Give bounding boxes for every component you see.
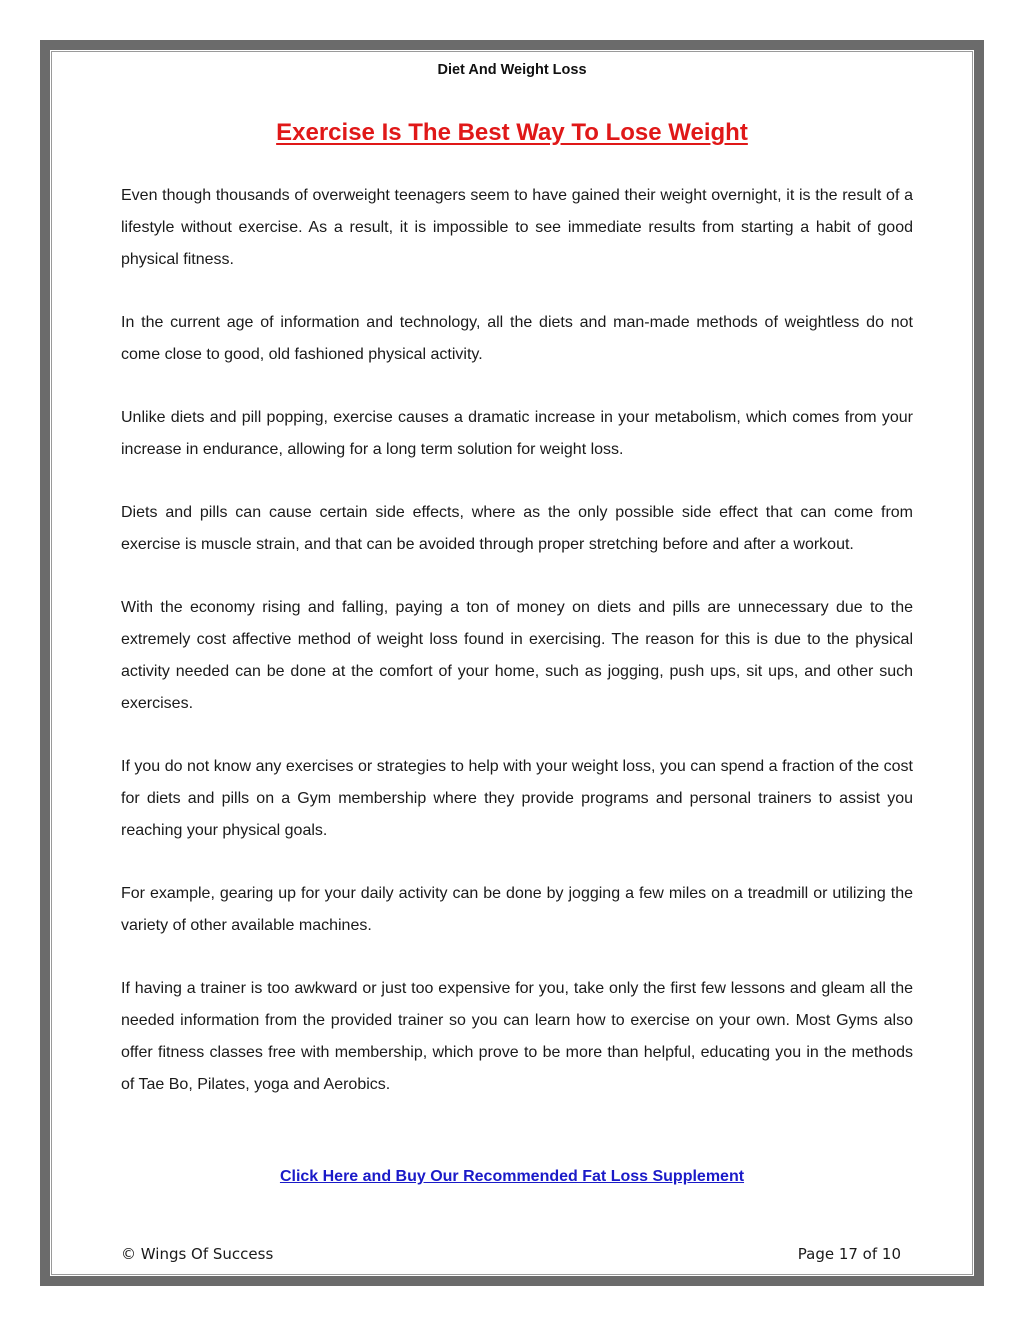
footer-page-number: Page 17 of 10 [797,1245,901,1263]
paragraph-4: Diets and pills can cause certain side effects, where as the only possible side effect that can come from exercise is muscle strain, and that can be avoided through proper stretching before and after a workout. [121,504,913,553]
paragraph-6: If you do not know any exercises or strategies to help with your weight loss, you can spend a fraction of the cost for diets and pills on a Gym membership where they provide programs and personal trainers to assist you reaching your physical goals. [121,758,913,839]
paragraph-1: Even though thousands of overweight teenagers seem to have gained their weight overnight, it is the result of a lifestyle without exercise. As a result, it is impossible to see immediate results from starting a habit of good physical fitness. [121,187,913,268]
article-title: Exercise Is The Best Way To Lose Weight [276,119,748,146]
paragraph-7: For example, gearing up for your daily activity can be done by jogging a few miles on a treadmill or utilizing the variety of other available machines. [121,885,913,934]
paragraph-2: In the current age of information and technology, all the diets and man-made methods of weightless do not come close to good, old fashioned physical activity. [121,314,913,363]
paragraph-3: Unlike diets and pill popping, exercise causes a dramatic increase in your metabolism, which comes from your increase in endurance, allowing for a long term solution for weight loss. [121,409,913,458]
article-body [121,180,913,1132]
buy-supplement-link[interactable]: Click Here and Buy Our Recommended Fat Loss Supplement [279,1168,745,1185]
document-header: Diet And Weight Loss [437,62,587,78]
paragraph-8: If having a trainer is too awkward or just too expensive for you, take only the first few lessons and gleam all the needed information from the provided trainer so you can learn how to exercise on your own. Most Gyms also offer fitness classes free with membership, which prove to be more than helpful, educating you in the methods of Tae Bo, Pilates, yoga and Aerobics. [121,980,913,1093]
paragraph-5: With the economy rising and falling, paying a ton of money on diets and pills are unnecessary due to the extremely cost affective method of weight loss found in exercising. The reason for this is due to the physical activity needed can be done at the comfort of your home, such as jogging, push ups, sit ups, and other such exercises. [121,599,913,712]
footer-copyright: © Wings Of Success [121,1245,274,1263]
